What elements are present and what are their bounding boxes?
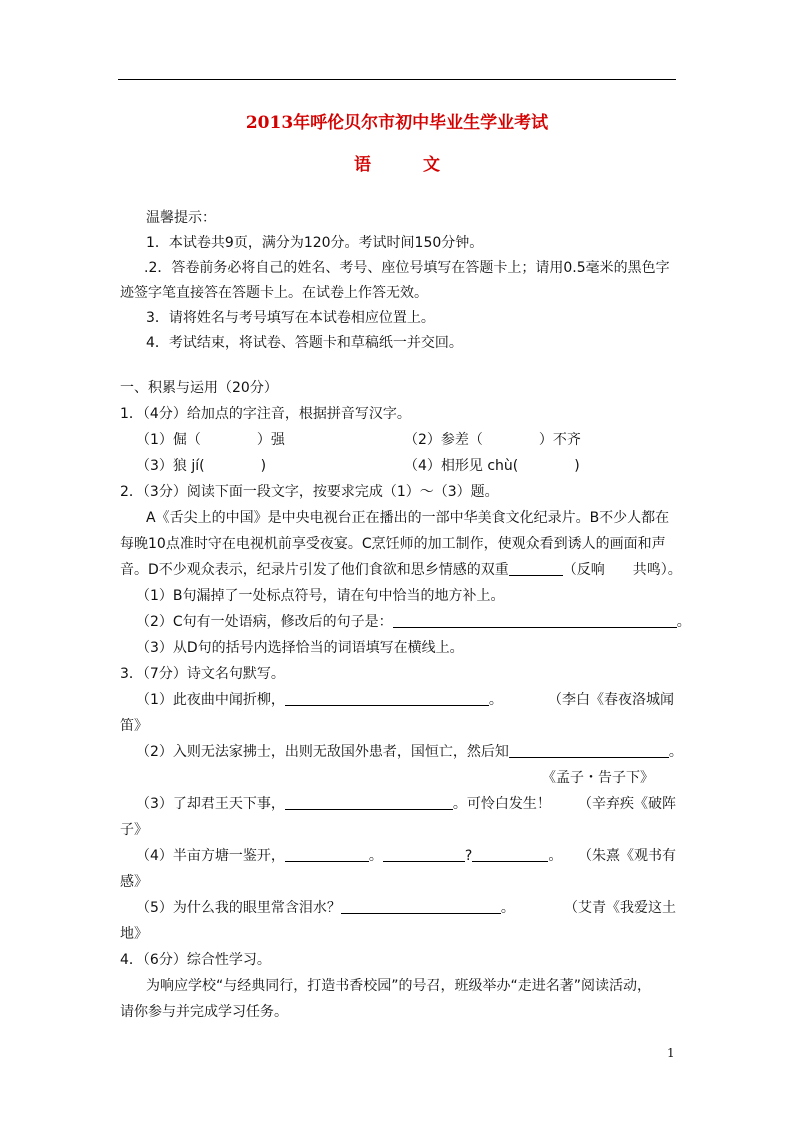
q2-passage-line3 [120,560,682,580]
q2-sub-1: （1）B句漏掉了一处标点符号，请在句中恰当的地方补上。 [136,588,505,604]
tip-2-line2: 迹签字笔直接答在答题卡上。在试卷上作答无效。 [120,285,428,301]
q2-answer-blank[interactable] [509,561,563,576]
q2-sub-3: （3）从D句的括号内选择恰当的词语填写在横线上。 [136,640,464,656]
tip-3: 3．请将姓名与考号填写在本试卷相应位置上。 [146,310,435,326]
subject-title [0,150,794,175]
q1-item-3: （3）狼 jí( ) [136,458,267,474]
header-rule [118,79,676,80]
q3-line-3-source: （辛弃疾《破阵 [578,796,676,812]
q2-passage-line2: 每晚10点准时守在电视机前享受夜宴。C烹饪师的加工制作，使观众看到诱人的画面和声 [120,536,666,552]
q1-item-2: （2）参差（ ）不齐 [404,432,581,448]
q3-line-5-text: （5）为什么我的眼里常含泪水？ [136,900,341,916]
q3-line-5-source: （艾青《我爱这土 [564,900,676,916]
q2-sub-2-text: （2）C句有一处语病，修改后的句子是： [136,614,393,630]
q2-word-choices: （反响 共鸣）。 [562,562,682,578]
q4-stem: 4．（6分）综合性学习。 [120,952,271,968]
q3-line-4-mid: 。 [368,848,383,864]
q3-line-2-end: 。 [668,744,683,760]
q4-passage-line1: 为响应学校“与经典同行，打造书香校园”的号召，班级举办“走进名著”阅读活动， [146,978,652,994]
q3-line-2-source: 《孟子・告子下》 [542,770,654,786]
q3-line-3 [136,794,551,814]
page-number: 1 [667,1046,675,1060]
q2-passage-line1: A《舌尖上的中国》是中央电视台正在播出的一部中华美食文化纪录片。B不少人都在 [146,510,670,526]
q3-line-5-end: 。 [500,900,515,916]
q3-line-4-qmark: ? [464,848,473,864]
q3-line-4-blank-3[interactable] [472,847,548,862]
q3-line-3-end: 。可怜白发生！ [452,796,551,812]
q2-sub-2-blank[interactable] [393,613,677,628]
q3-line-1-source-cont: 笛》 [120,718,148,734]
q2-sub-2-end: 。 [676,614,691,630]
q3-line-5-source-cont: 地》 [120,926,148,942]
q1-item-1: （1）倔（ ）强 [136,432,285,448]
tip-2-line1: .2．答卷前务必将自己的姓名、考号、座位号填写在答题卡上；请用0.5毫米的黑色字 [144,260,670,276]
q3-line-1-source: （李白《春夜洛城闻 [548,692,674,708]
q3-line-4-source-cont: 感》 [120,874,148,890]
q3-line-1-text: （1）此夜曲中闻折柳， [136,692,285,708]
exam-title: 2013年呼伦贝尔市初中毕业生学业考试 [245,113,549,133]
tips-heading: 温馨提示： [146,210,216,226]
tip-1: 1．本试卷共9页，满分为120分。考试时间150分钟。 [146,235,484,251]
q3-line-4-blank-2[interactable] [383,847,465,862]
subject-right-char: 文 [423,155,440,175]
q3-line-1-blank[interactable] [285,691,489,706]
q3-line-3-source-cont: 子》 [120,822,148,838]
q4-passage-line2: 请你参与并完成学习任务。 [120,1004,288,1020]
subject-left-char: 语 [354,155,371,175]
q2-stem: 2．（3分）阅读下面一段文字，按要求完成（1）～（3）题。 [120,484,499,500]
q3-line-2 [136,742,683,762]
q1-stem: 1．（4分）给加点的字注音，根据拼音写汉字。 [120,406,411,422]
q3-line-3-text: （3）了却君王天下事， [136,796,285,812]
q3-line-5 [136,898,515,918]
q3-line-1 [136,690,503,710]
q3-line-4-blank-1[interactable] [285,847,369,862]
q2-sub-2 [136,612,691,632]
q3-line-3-blank[interactable] [285,795,453,810]
q2-passage-line3-text: 音。D不少观众表示，纪录片引发了他们食欲和思乡情感的双重 [120,562,509,578]
q3-line-2-text: （2）入则无法家拂士，出则无敌国外患者，国恒亡，然后知 [136,744,509,760]
q3-line-4-text: （4）半亩方塘一鉴开， [136,848,285,864]
q3-line-4 [136,846,562,866]
q1-item-4: （4）相形见 chù( ) [404,458,580,474]
q3-line-5-blank[interactable] [341,899,501,914]
q3-line-1-end: 。 [488,692,503,708]
tip-4: 4．考试结束，将试卷、答题卡和草稿纸一并交回。 [146,335,463,351]
q3-line-4-end: 。 [548,848,563,864]
q3-stem: 3．（7分）诗文名句默写。 [120,666,285,682]
q3-line-4-source: （朱熹《观书有 [578,848,676,864]
section-1-title: 一、积累与运用（20分） [120,380,278,396]
q3-line-2-blank[interactable] [509,743,669,758]
